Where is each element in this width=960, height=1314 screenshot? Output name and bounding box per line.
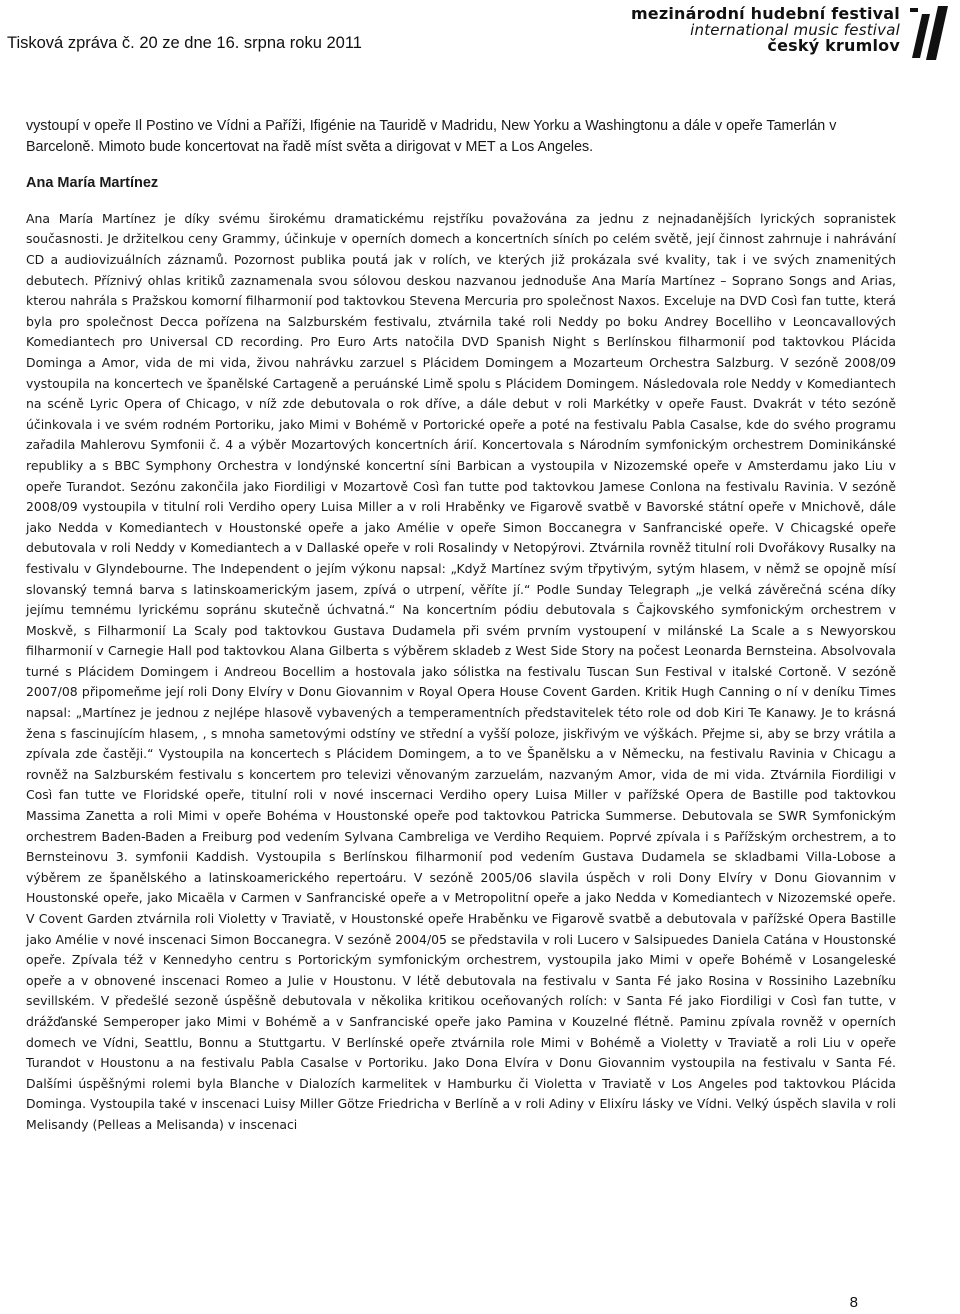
intro-paragraph: vystoupí v opeře Il Postino ve Vídni a Paříži, Ifigénie na Tauridě v Madridu, New Yorku a Washingtonu a dále v opeře Tamerlán v Barceloně. Mimoto bude koncertovat na řadě míst světa a dirigovat v MET a Los Angeles. — [26, 118, 837, 156]
biography-paragraph: Ana María Martínez je díky svému širokému dramatickému rejstříku považována za jednu z nejnadanějších lyrických sopranistek současnosti. Je držitelkou ceny Grammy, účinkuje v operních domech a koncertních síních po celém světě, její činnost zahrnuje i nahrávání CD a audiovizuálních záznamů. Pozornost publika poutá jak v rolích, ve kterých již prokázala své kvality, tak i ve svých znamenitých debutech. Příznivý ohlas kritiků zaznamenala svou sólovou deskou nazvanou jednoduše Ana María Martínez – Soprano Songs and Arias, kterou nahrála s Pražskou komorní filharmonií pod taktovkou Stevena Mercuria pro společnost Naxos. Exceluje na DVD Così fan tutte, která byla pro společnost Decca pořízena na Salzburském festivalu, ztvárnila také roli Neddy po boku Andrey Bocelliho v Leoncavallových Komediantech pro Universal CD recording. Pro Euro Arts natočila DVD Spanish Night s Berlínskou filharmonií pod taktovkou Plácida Dominga a Amor, vida de mi vida, živou nahrávku zarzuel s Plácidem Domingem a Mozarteum Orchestra Salzburg. V sezóně 2008/09 vystoupila na koncertech ve španělské Cartageně a peruánské Limě spolu s Plácidem Domingem. Následovala role Neddy v Komediantech na scéně Lyric Opera of Chicago, v níž zde debutovala o rok dříve, a dále debut v roli Markétky v opeře Faust. Dvakrát v této sezóně účinkovala i ve svém rodném Portoriku, jako Mimi v Bohémě v Portorické opeře a poté na festivalu Pabla Casalse, kde do svého programu zařadila Mahlerovu Symfonii č. 4 a výběr Mozartových koncertních árií. Koncertovala s Národním symfonickým orchestrem Dominikánské republiky a s BBC Symphony Orchestra v londýnské koncertní síni Barbican a vystoupila v Nizozemské opeře v Amsterdamu jako Liu v opeře Turandot. Sezónu zakončila jako Fiordiligi v Mozartově Così fan tutte pod taktovkou Jamese Conlona na festivalu Ravinia. V sezóně 2008/09 vystoupila v titulní roli Verdiho opery Luisa Miller a v roli Hraběnky ve Figarově svatbě v Bavorské státní opeře v Mnichově, dále jako Nedda v Komediantech v Houstonské opeře a jako Amélie v opeře Simon Boccanegra v Sanfranciské opeře. V Chicagské opeře debutovala v roli Neddy v Komediantech a v Dallaské opeře v roli Rosalindy v Netopýrovi. Ztvárnila rovněž titulní roli Dvořákovy Rusalky na festivalu v Glyndebourne. The Independent o jejím výkonu napsal: „Když Martínez svým třpytivým, sytým hlasem, v němž se opojně mísí slovanský temná barva s latinskoamerickým jasem, zpívá o utrpení, věříte jí.“ Podle Sunday Telegraph „je velká závěrečná scéna díky jejímu temnému lyrickému sopránu skutečně úchvatná.“ Na koncertním pódiu debutovala s Čajkovského symfonickým orchestrem v Moskvě, s Filharmonií La Scaly pod taktovkou Gustava Dudamela při svém prvním vystoupení v milánské La Scale a s Newyorskou filharmonií v Carnegie Hall pod taktovkou Alana Gilberta s výběrem skladeb z West Side Story na počest Leonarda Bernsteina. Absolvovala turné s Plácidem Domingem i Andreou Bocellim a hostovala jako sólistka na festivalu Tuscan Sun Festival v italské Cortoně. V sezóně 2007/08 připomeňme její roli Dony Elvíry v Donu Giovannim v Royal Opera House Covent Garden. Kritik Hugh Canning o ní v deníku Times napsal: „Martínez je jednou z nejlépe hlasově vybavených a temperamentních představitelek této role od dob Kiri Te Kanawy. Je to krásná žena s fascinujícím hlasem, , s mnoha sametovými odstíny ve střední a vyšší poloze, jiskřivým ve výškách. Přejme si, aby se brzy vrátila a zpívala zde častěji.“ Vystoupila na koncertech s Plácidem Domingem, a to ve Španělsku a v Německu, na festivalu Ravinia v Chicagu a rovněž na Salzburském festivalu s koncertem pro televizi věnovaným zarzuelám, nazvaným Amor, vida de mi vida. Ztvárnila Fiordiligi v Così fan tutte ve Floridské opeře, titulní roli v nové inscernaci Verdiho opery Luisa Miller v pařížské Opera de Bastille pod taktovkou Massima Zanetta a roli Mimi v opeře Bohéma v Houstonské opeře pod taktovkou Patricka Summerse. Debutovala se SWR Symfonickým orchestrem Baden-Baden a Freiburg pod vedením Sylvana Cambreliga ve Verdiho Requiem. Poprvé zpívala i s Pařížským orchestrem, a to Bernsteinovu 3. symfonii Kaddish. Vystoupila s Berlínskou filharmonií pod vedením Gustava Dudamela se skladbami Villa-Lobose a výběrem ze španělského a latinskoamerického repertoáru. V sezóně 2005/06 slavila úspěch v roli Dony Elvíry v Donu Giovannim v Houstonské opeře, jako Micaëla v Carmen v Sanfranciské opeře a v Metropolitní opeře a jako Nedda v Komediantech v Nizozemské opeře. V Covent Garden ztvárnila roli Violetty v Traviatě, v Houstonské opeře Hraběnku ve Figarově svatbě a debutovala v pařížské Opera Bastille jako Amélie v nové inscenaci Simon Boccanegra. V sezóně 2004/05 se představila v roli Lucero v Salsipuedes Daniela Catána v Houstonské opeře. Zpívala též v Kennedyho centru s Portorickým symfonickým orchestrem, vystoupila jako Mimi v opeře Bohémě v Losangeleské opeře a v obnovené inscenaci Romeo a Julie v Houstonu. V létě debutovala na festivalu v Santa Fé jako Rosina v Rossiniho Lazebníku sevillském. V předešlé sezoně úspěšně debutovala v několika kritikou oceňovaných rolích: v Santa Fé jako Fiordiligi v Così fan tutte, v drážďanské Semperoper jako Mimi v Bohémě a v Sanfranciské opeře jako Pamina v Kouzelné flétně. Paminu zpívala rovněž v operních domech ve Vídni, Seattlu, Bonnu a Stuttgartu. V Berlínské opeře ztvárnila role Mimi v Bohémě a Violetty v Traviatě a roli Liu v opeře Turandot v Houstonu a na festivalu Pabla Casalse v Portoriku. Jako Dona Elvíra v Donu Giovannim vystoupila na festivalu v Santa Fé. Dalšími úspěšnými rolemi byla Blanche v Dialozích karmelitek v Hamburku či Violetta v Traviatě v Los Angeles pod taktovkou Plácida Dominga. Vystoupila také v inscenaci Luisy Miller Götze Friedricha v Berlíně a v roli Adiny v Elixíru lásky ve Vídni. Velký úspěch slavila v roli Melisandy (Pelleas a Melisanda) v inscenaci — [26, 210, 896, 1132]
logo-line-town: český krumlov — [767, 36, 900, 55]
festival-logo — [622, 6, 952, 60]
slash-bars-logo-icon — [908, 6, 952, 64]
section-heading: Ana María Martínez — [26, 174, 159, 191]
page-number: 8 — [849, 1294, 858, 1311]
article-body — [26, 116, 896, 1136]
logo-line-english: international music festival — [690, 21, 900, 39]
page-header — [0, 0, 960, 90]
logo-line-czech: mezinárodní hudební festival — [630, 4, 900, 23]
logo-text — [631, 6, 900, 54]
press-release-title: Tisková zpráva č. 20 ze dne 16. srpna roku 2011 — [7, 34, 362, 52]
